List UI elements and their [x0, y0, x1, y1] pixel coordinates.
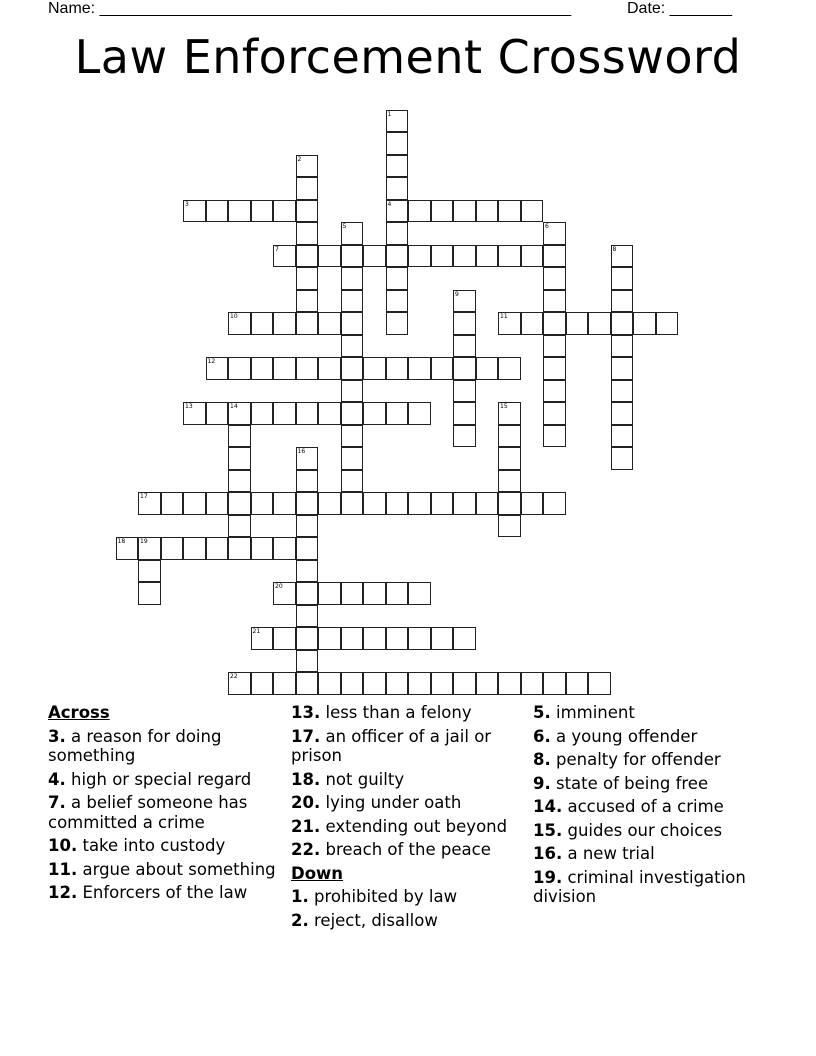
grid-cell[interactable] — [341, 380, 364, 403]
grid-cell[interactable] — [273, 245, 296, 268]
grid-cell[interactable] — [476, 200, 499, 223]
grid-cell[interactable] — [386, 132, 409, 155]
clues-column-1 — [48, 703, 278, 907]
grid-cell[interactable] — [251, 672, 274, 695]
grid-cell[interactable] — [228, 515, 251, 538]
grid-cell[interactable] — [543, 357, 566, 380]
grid-cell[interactable] — [296, 200, 319, 223]
clue-item: 16. a new trial — [533, 844, 655, 863]
grid-cell[interactable] — [588, 672, 611, 695]
grid-cell[interactable] — [543, 402, 566, 425]
grid-cell[interactable] — [386, 492, 409, 515]
grid-cell[interactable] — [498, 492, 521, 515]
grid-cell[interactable] — [408, 245, 431, 268]
grid-cell[interactable] — [543, 492, 566, 515]
clue-item: 20. lying under oath — [291, 793, 462, 812]
grid-cell[interactable] — [206, 402, 229, 425]
grid-cell[interactable] — [161, 492, 184, 515]
grid-cell[interactable] — [543, 245, 566, 268]
grid-cell[interactable] — [543, 267, 566, 290]
grid-cell[interactable] — [521, 492, 544, 515]
clue-number: 9 — [455, 290, 459, 298]
clues-column-3 — [533, 703, 773, 911]
grid-cell[interactable] — [476, 357, 499, 380]
clue-number: 8 — [612, 245, 617, 253]
clue-number: 17 — [140, 493, 148, 500]
grid-cell[interactable] — [341, 290, 364, 313]
grid-cell[interactable] — [273, 357, 296, 380]
clue-item: 8. penalty for offender — [533, 750, 721, 769]
grid-cell[interactable] — [498, 357, 521, 380]
grid-cell[interactable] — [251, 627, 274, 650]
grid-cell[interactable] — [453, 492, 476, 515]
clue-item: 12. Enforcers of the law — [48, 883, 248, 902]
grid-cell[interactable] — [341, 335, 364, 358]
clue-number: 13 — [185, 403, 193, 410]
grid-cell[interactable] — [341, 447, 364, 470]
grid-cell[interactable] — [341, 627, 364, 650]
grid-cell[interactable] — [386, 290, 409, 313]
clue-number: 3 — [185, 200, 189, 208]
grid-cell[interactable] — [296, 177, 319, 200]
clue-number: 20 — [275, 583, 283, 590]
grid-cell[interactable] — [521, 245, 544, 268]
grid-cell[interactable] — [521, 200, 544, 223]
grid-cell[interactable] — [296, 672, 319, 695]
grid-cell[interactable] — [228, 537, 251, 560]
grid-cell[interactable] — [273, 537, 296, 560]
grid-cell[interactable] — [296, 470, 319, 493]
grid-cell[interactable] — [656, 312, 679, 335]
grid-cell[interactable] — [498, 672, 521, 695]
grid-cell[interactable] — [296, 290, 319, 313]
grid-cell[interactable] — [386, 177, 409, 200]
grid-cell[interactable] — [206, 537, 229, 560]
grid-cell[interactable] — [296, 222, 319, 245]
grid-cell[interactable] — [453, 200, 476, 223]
grid-cell[interactable] — [341, 222, 364, 245]
grid-cell[interactable] — [386, 312, 409, 335]
grid-cell[interactable] — [228, 357, 251, 380]
grid-cell[interactable] — [453, 672, 476, 695]
grid-cell[interactable] — [183, 492, 206, 515]
clue-number: 16 — [297, 448, 306, 455]
grid-cell[interactable] — [228, 672, 251, 695]
across-heading: Across — [48, 703, 110, 722]
grid-cell[interactable] — [228, 447, 251, 470]
grid-cell[interactable] — [521, 672, 544, 695]
grid-cell[interactable] — [318, 627, 341, 650]
grid-cell[interactable] — [273, 672, 296, 695]
grid-cell[interactable] — [251, 402, 274, 425]
grid-cell[interactable] — [386, 402, 409, 425]
grid-cell[interactable] — [408, 357, 431, 380]
grid-cell[interactable] — [296, 537, 319, 560]
clue-item: 17. an officer of a jail or prison — [291, 726, 492, 765]
grid-cell[interactable] — [228, 492, 251, 515]
grid-cell[interactable] — [363, 357, 386, 380]
grid-cell[interactable] — [161, 537, 184, 560]
grid-cell[interactable] — [611, 447, 634, 470]
grid-cell[interactable] — [408, 627, 431, 650]
grid-cell[interactable] — [318, 582, 341, 605]
grid-cell[interactable] — [453, 357, 476, 380]
grid-cell[interactable] — [453, 290, 476, 313]
clue-item: 7. a belief someone has committed a crime — [48, 793, 248, 832]
grid-cell[interactable] — [251, 357, 274, 380]
grid-cell[interactable] — [453, 245, 476, 268]
grid-cell[interactable] — [296, 560, 319, 583]
grid-cell[interactable] — [543, 222, 566, 245]
grid-cell[interactable] — [408, 582, 431, 605]
grid-cell[interactable] — [318, 312, 341, 335]
grid-cell[interactable] — [431, 672, 454, 695]
grid-cell[interactable] — [611, 312, 634, 335]
grid-cell[interactable] — [566, 312, 589, 335]
grid-cell[interactable] — [633, 312, 656, 335]
grid-cell[interactable] — [341, 470, 364, 493]
grid-cell[interactable] — [453, 402, 476, 425]
grid-cell[interactable] — [363, 582, 386, 605]
clue-number: 15 — [500, 403, 508, 410]
grid-cell[interactable] — [341, 425, 364, 448]
clue-item: 13. less than a felony — [291, 703, 472, 722]
grid-cell[interactable] — [431, 492, 454, 515]
grid-cell[interactable] — [273, 582, 296, 605]
grid-cell[interactable] — [296, 650, 319, 673]
grid-cell[interactable] — [386, 110, 409, 133]
grid-cell[interactable] — [498, 245, 521, 268]
grid-cell[interactable] — [251, 200, 274, 223]
grid-cell[interactable] — [386, 200, 409, 223]
grid-cell[interactable] — [431, 627, 454, 650]
grid-cell[interactable] — [228, 200, 251, 223]
grid-cell[interactable] — [273, 200, 296, 223]
clue-number: 11 — [500, 313, 508, 320]
grid-cell[interactable] — [296, 357, 319, 380]
clue-number: 22 — [230, 673, 238, 680]
grid-cell[interactable] — [341, 492, 364, 515]
grid-cell[interactable] — [543, 335, 566, 358]
grid-cell[interactable] — [318, 357, 341, 380]
grid-cell[interactable] — [453, 312, 476, 335]
clue-number: 5 — [342, 223, 347, 230]
grid-cell[interactable] — [138, 560, 161, 583]
clue-item: 11. argue about something — [48, 859, 276, 879]
grid-cell[interactable] — [363, 402, 386, 425]
grid-cell[interactable] — [273, 492, 296, 515]
clue-number: 14 — [230, 403, 238, 410]
grid-cell[interactable] — [206, 492, 229, 515]
grid-cell[interactable] — [498, 200, 521, 223]
grid-cell[interactable] — [543, 672, 566, 695]
grid-cell[interactable] — [543, 290, 566, 313]
clue-item: 15. guides our choices — [533, 820, 723, 840]
grid-cell[interactable] — [476, 492, 499, 515]
grid-cell[interactable] — [476, 245, 499, 268]
grid-cell[interactable] — [138, 537, 161, 560]
grid-cell[interactable] — [453, 627, 476, 650]
down-heading: Down — [291, 863, 344, 883]
grid-cell[interactable] — [251, 537, 274, 560]
grid-cell[interactable] — [498, 515, 521, 538]
grid-cell[interactable] — [228, 402, 251, 425]
grid-cell[interactable] — [363, 627, 386, 650]
grid-cell[interactable] — [386, 155, 409, 178]
grid-cell[interactable] — [296, 582, 319, 605]
clue-number: 4 — [387, 200, 392, 208]
clue-number: 2 — [297, 155, 302, 163]
grid-cell[interactable] — [611, 402, 634, 425]
grid-cell[interactable] — [341, 312, 364, 335]
grid-cell[interactable] — [228, 470, 251, 493]
grid-cell[interactable] — [431, 200, 454, 223]
grid-cell[interactable] — [138, 582, 161, 605]
grid-cell[interactable] — [228, 312, 251, 335]
grid-cell[interactable] — [408, 672, 431, 695]
grid-cell[interactable] — [206, 357, 229, 380]
grid-cell[interactable] — [543, 425, 566, 448]
clues-column-2 — [291, 703, 526, 934]
grid-cell[interactable] — [363, 672, 386, 695]
grid-cell[interactable] — [273, 627, 296, 650]
grid-cell[interactable] — [341, 267, 364, 290]
grid-cell[interactable] — [431, 245, 454, 268]
clue-number: 10 — [230, 313, 238, 320]
clue-item: 10. take into custody — [48, 836, 226, 855]
name-field[interactable]: Name: _____________________________________________________ — [48, 0, 572, 17]
grid-cell[interactable] — [341, 402, 364, 425]
grid-cell[interactable] — [296, 515, 319, 538]
clue-number: 12 — [207, 358, 216, 365]
clue-number: 1 — [387, 110, 392, 118]
clue-item: 9. state of being free — [533, 773, 709, 793]
grid-cell[interactable] — [206, 200, 229, 223]
grid-cell[interactable] — [318, 492, 341, 515]
grid-cell[interactable] — [566, 672, 589, 695]
grid-cell[interactable] — [498, 312, 521, 335]
grid-cell[interactable] — [408, 402, 431, 425]
grid-cell[interactable] — [611, 335, 634, 358]
grid-cell[interactable] — [543, 312, 566, 335]
grid-cell[interactable] — [498, 425, 521, 448]
grid-cell[interactable] — [251, 492, 274, 515]
grid-cell[interactable] — [386, 672, 409, 695]
grid-cell[interactable] — [386, 582, 409, 605]
grid-cell[interactable] — [408, 200, 431, 223]
grid-cell[interactable] — [386, 267, 409, 290]
grid-cell[interactable] — [273, 312, 296, 335]
clue-item: 19. criminal investigation division — [533, 867, 746, 906]
grid-cell[interactable] — [296, 492, 319, 515]
grid-cell[interactable] — [318, 245, 341, 268]
grid-cell[interactable] — [341, 582, 364, 605]
grid-cell[interactable] — [296, 267, 319, 290]
grid-cell[interactable] — [318, 672, 341, 695]
grid-cell[interactable] — [611, 425, 634, 448]
grid-cell[interactable] — [183, 200, 206, 223]
grid-cell[interactable] — [386, 222, 409, 245]
grid-cell[interactable] — [611, 245, 634, 268]
grid-cell[interactable] — [116, 537, 139, 560]
grid-cell[interactable] — [183, 402, 206, 425]
clue-item: 4. high or special regard — [48, 769, 252, 789]
grid-cell[interactable] — [228, 425, 251, 448]
clue-item: 2. reject, disallow — [291, 910, 438, 930]
grid-cell[interactable] — [588, 312, 611, 335]
grid-cell[interactable] — [341, 672, 364, 695]
grid-cell[interactable] — [408, 492, 431, 515]
grid-cell[interactable] — [296, 605, 319, 628]
grid-cell[interactable] — [521, 312, 544, 335]
grid-cell[interactable] — [386, 245, 409, 268]
clue-number: 6 — [545, 223, 549, 230]
grid-cell[interactable] — [498, 470, 521, 493]
page-title: Law Enforcement Crossword — [74, 30, 742, 84]
grid-cell[interactable] — [453, 425, 476, 448]
grid-cell[interactable] — [296, 402, 319, 425]
date-field[interactable]: Date: _______ — [627, 0, 732, 17]
grid-cell[interactable] — [296, 627, 319, 650]
grid-cell[interactable] — [611, 290, 634, 313]
grid-cell[interactable] — [363, 245, 386, 268]
grid-cell[interactable] — [341, 357, 364, 380]
clue-number: 18 — [117, 538, 126, 545]
grid-cell[interactable] — [273, 402, 296, 425]
clue-item: 14. accused of a crime — [533, 797, 724, 816]
grid-cell[interactable] — [296, 447, 319, 470]
grid-cell[interactable] — [251, 312, 274, 335]
grid-cell[interactable] — [363, 492, 386, 515]
clue-item: 5. imminent — [533, 703, 635, 722]
grid-cell[interactable] — [386, 627, 409, 650]
clue-number: 19 — [140, 538, 148, 545]
grid-cell[interactable] — [543, 380, 566, 403]
clue-item: 1. prohibited by law — [291, 887, 458, 906]
grid-cell[interactable] — [386, 357, 409, 380]
grid-cell[interactable] — [476, 672, 499, 695]
grid-cell[interactable] — [611, 380, 634, 403]
grid-cell[interactable] — [296, 312, 319, 335]
grid-cell[interactable] — [453, 380, 476, 403]
grid-cell[interactable] — [138, 492, 161, 515]
grid-cell[interactable] — [498, 402, 521, 425]
grid-cell[interactable] — [341, 245, 364, 268]
grid-cell[interactable] — [183, 537, 206, 560]
grid-cell[interactable] — [296, 155, 319, 178]
grid-cell[interactable] — [498, 447, 521, 470]
grid-cell[interactable] — [431, 357, 454, 380]
clue-number: 21 — [252, 628, 261, 635]
clue-item: 3. a reason for doing something — [48, 726, 222, 765]
clue-item: 18. not guilty — [291, 769, 405, 789]
grid-cell[interactable] — [453, 335, 476, 358]
clue-item: 22. breach of the peace — [291, 840, 491, 859]
clue-item: 6. a young offender — [533, 726, 698, 746]
clue-number: 7 — [275, 245, 279, 253]
clue-item: 21. extending out beyond — [291, 816, 508, 836]
grid-cell[interactable] — [611, 267, 634, 290]
grid-cell[interactable] — [296, 245, 319, 268]
grid-cell[interactable] — [318, 402, 341, 425]
grid-cell[interactable] — [611, 357, 634, 380]
